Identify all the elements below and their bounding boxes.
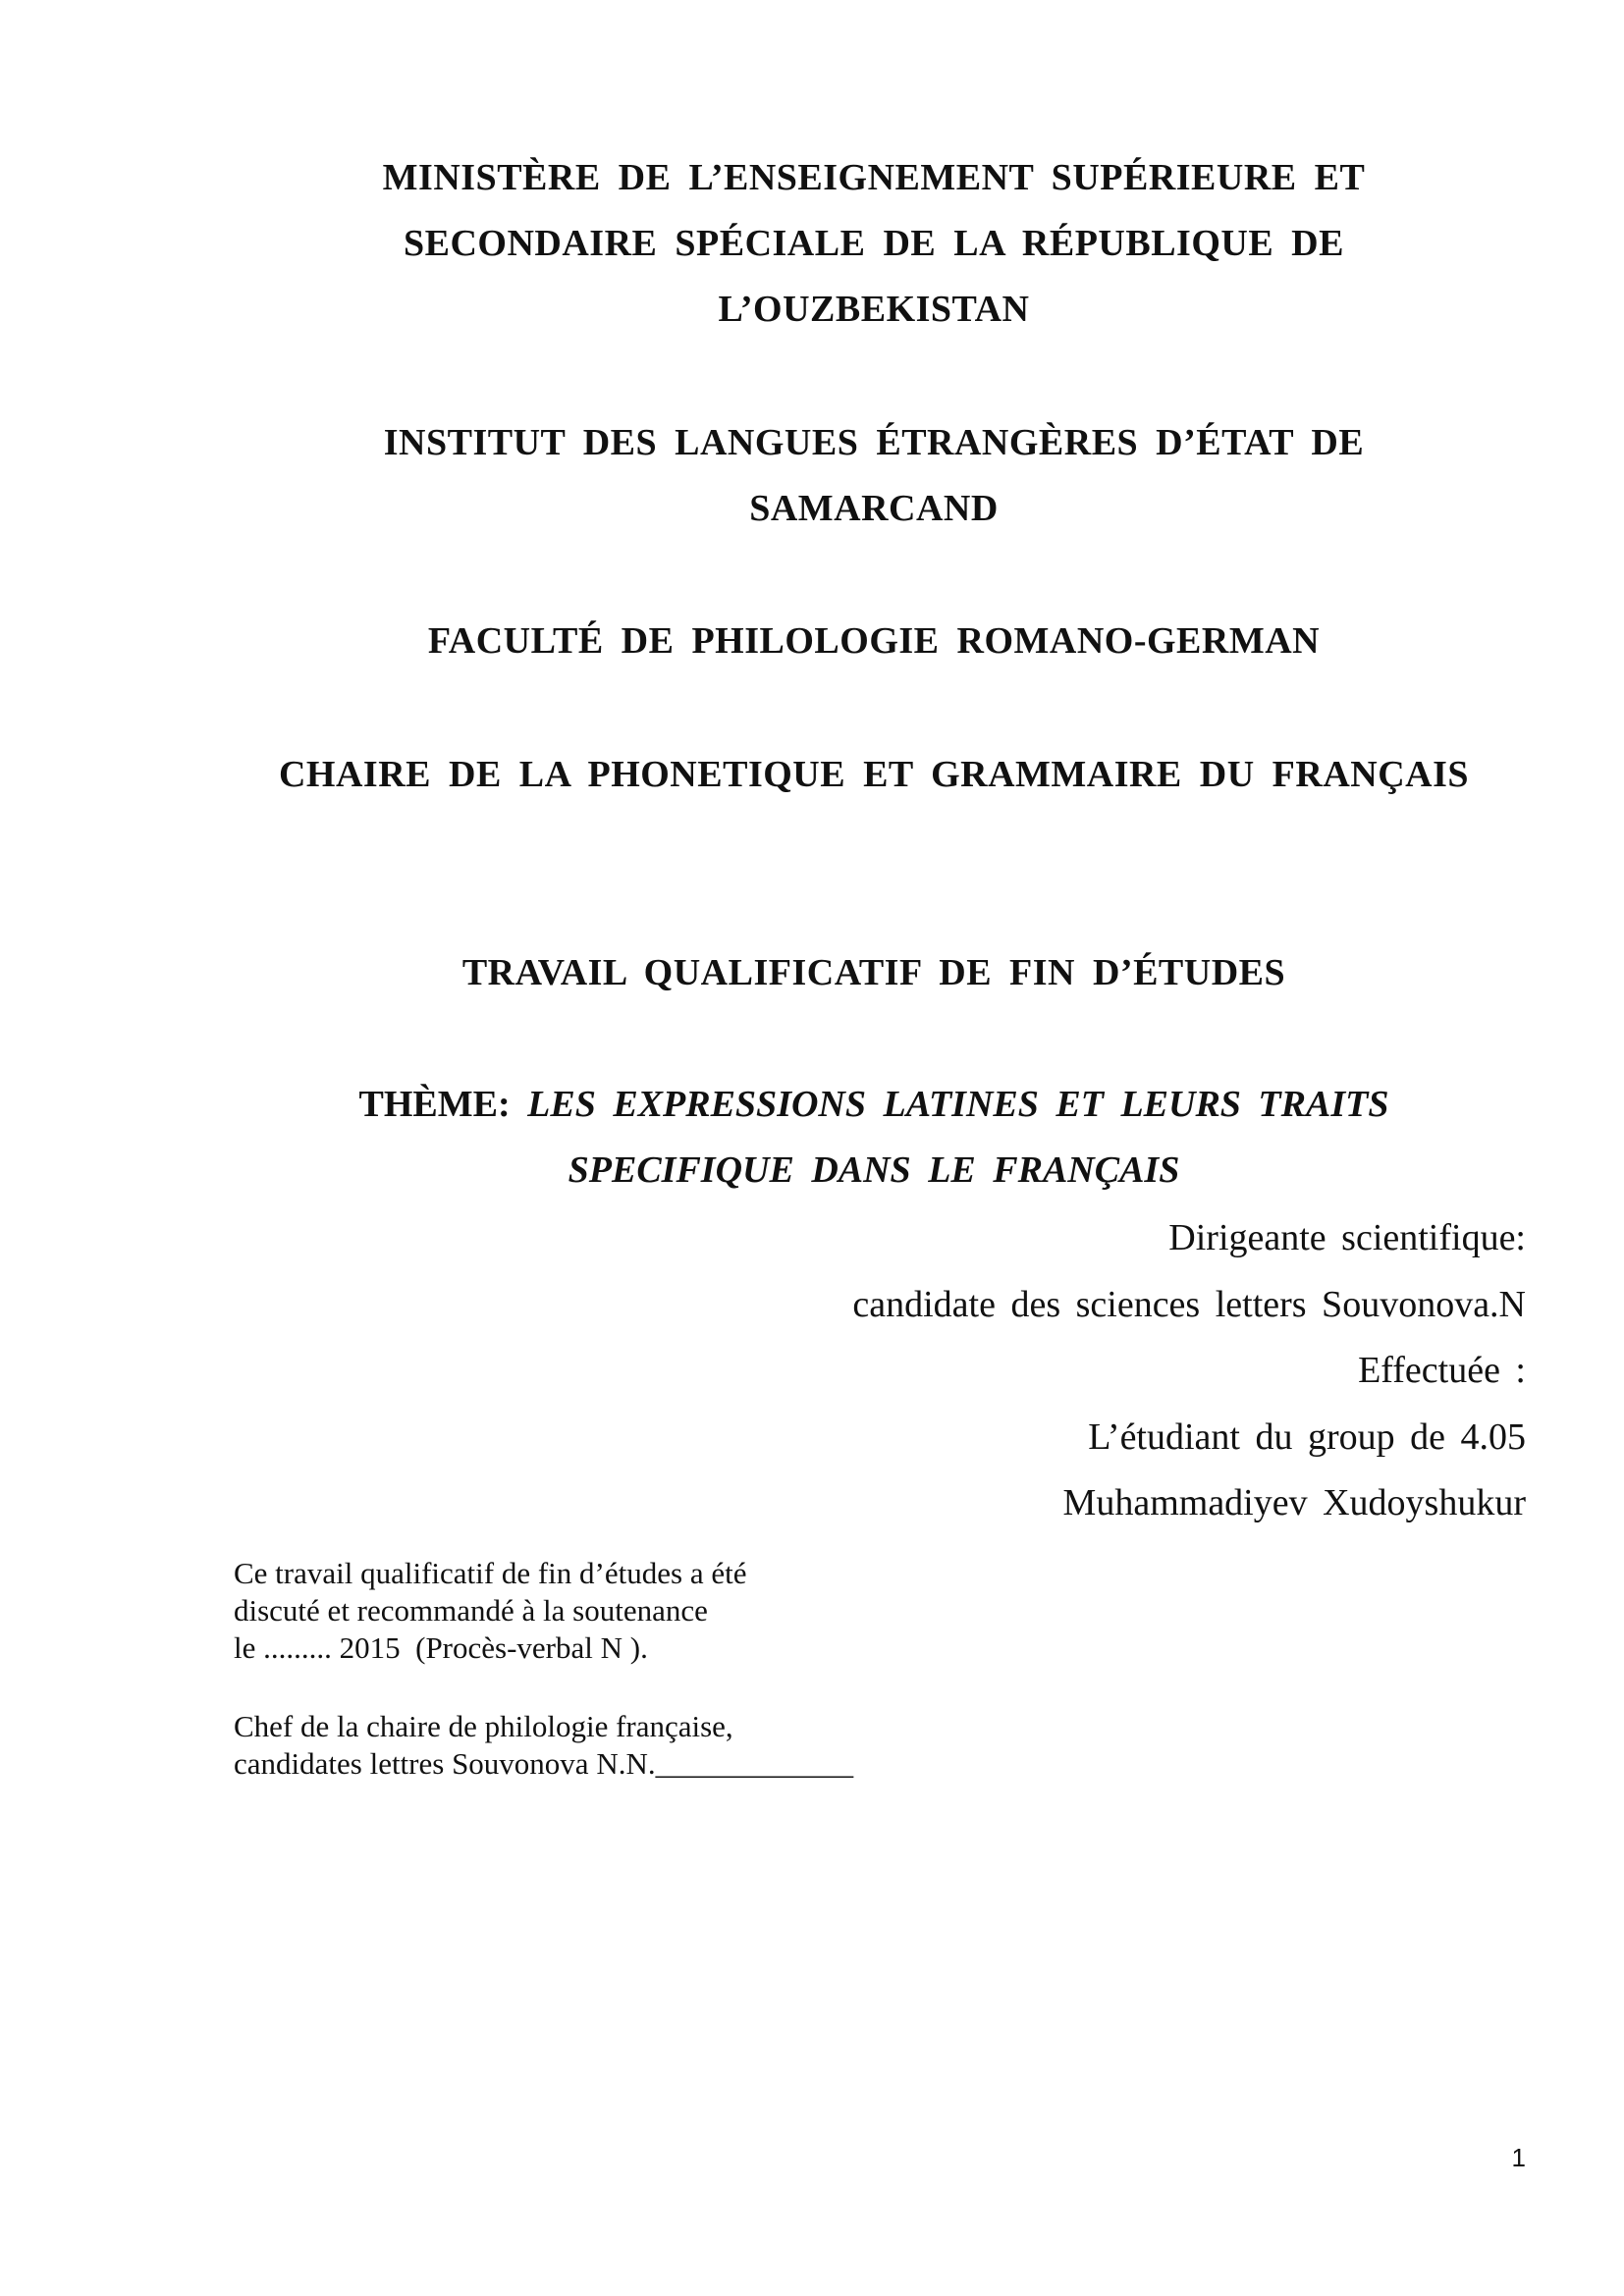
theme-label: THÈME: [358, 1084, 511, 1125]
ministry-line-1: MINISTÈRE DE L’ENSEIGNEMENT SUPÉRIEURE ET [382, 157, 1366, 198]
note-line-1: Ce travail qualificatif de fin d’études a été [234, 1556, 747, 1590]
theme-heading [245, 1072, 1502, 1203]
note-line-2: discuté et recommandé à la soutenance [234, 1593, 708, 1628]
faculty-line: FACULTÉ DE PHILOLOGIE ROMANO-GERMAN [427, 620, 1321, 662]
ministry-line-2: SECONDAIRE SPÉCIALE DE LA RÉPUBLIQUE DE [404, 223, 1344, 264]
note-line-5: candidates lettres Souvonova N.N._____________ [234, 1746, 854, 1781]
work-type-heading [245, 940, 1502, 1006]
theme-line-1 [245, 1072, 1502, 1138]
ministry-line-3: L’OUZBEKISTAN [718, 289, 1030, 330]
theme-title-1: LES EXPRESSIONS LATINES ET LEURS TRAITS [527, 1084, 1389, 1125]
student-name: Muhammadiyev Xudoyshukur [1062, 1482, 1526, 1523]
chair-line: CHAIRE DE LA PHONETIQUE ET GRAMMAIRE DU FRANÇAIS [278, 754, 1470, 795]
theme-title-2: SPECIFIQUE DANS LE FRANÇAIS [568, 1149, 1180, 1191]
supervisor-name: candidate des sciences letters Souvonova.N [852, 1283, 1526, 1325]
page-number: 1 [1511, 2143, 1526, 2172]
ministry-heading [245, 145, 1502, 343]
note-line-3: le ......... 2015 (Procès-verbal N ). [234, 1630, 648, 1665]
supervisor-student-block [642, 1205, 1526, 1537]
faculty-heading [245, 609, 1502, 674]
supervisor-label: Dirigeante scientifique: [1168, 1217, 1526, 1258]
institute-line-1: INSTITUT DES LANGUES ÉTRANGÈRES D’ÉTAT DE [383, 422, 1365, 463]
institute-heading [245, 410, 1502, 542]
chair-heading [245, 742, 1502, 808]
student-label: Effectuée : [1358, 1350, 1526, 1391]
approval-note [234, 1555, 1019, 1667]
chair-head-note [234, 1708, 1019, 1783]
work-type-line: TRAVAIL QUALIFICATIF DE FIN D’ÉTUDES [461, 952, 1286, 993]
institute-line-2: SAMARCAND [749, 488, 999, 529]
student-group: L’étudiant du group de 4.05 [1088, 1415, 1526, 1458]
note-line-4: Chef de la chaire de philologie française, [234, 1709, 733, 1743]
